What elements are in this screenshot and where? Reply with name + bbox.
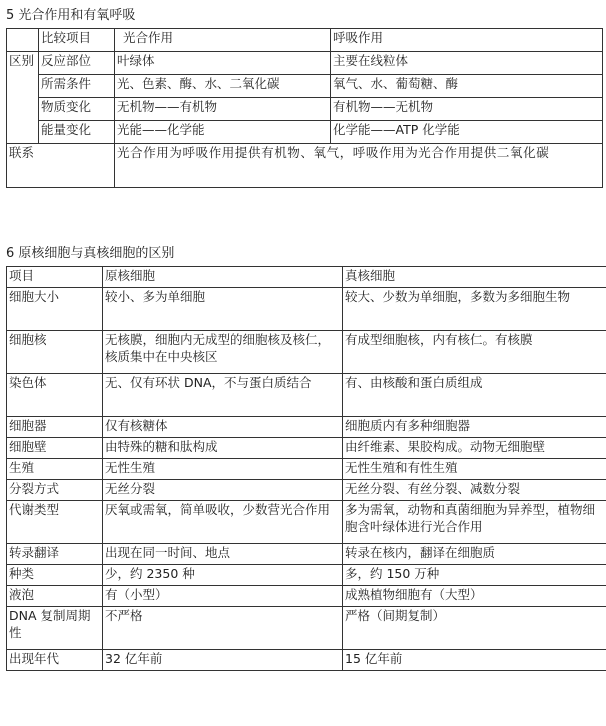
table-cell: 细胞大小 (7, 288, 103, 331)
table-header-cell: 呼吸作用 (331, 29, 603, 52)
table-cell: 较小、多为单细胞 (103, 288, 343, 331)
table-cell: 无性生殖和有性生殖 (343, 459, 606, 480)
table-cell: 无、仅有环状 DNA，不与蛋白质结合 (103, 374, 343, 417)
section-5-title: 5 光合作用和有氧呼吸 (6, 8, 136, 23)
table-cell: 联系 (7, 144, 115, 188)
table-row (7, 98, 603, 121)
table-row (7, 565, 606, 586)
table-cell: 光能——化学能 (115, 121, 331, 144)
table-row (7, 144, 603, 188)
table-cell: 无性生殖 (103, 459, 343, 480)
table-header-cell: 比较项目 (39, 29, 115, 52)
table-cell: 代谢类型 (7, 501, 103, 544)
group-label-cell: 区别 (7, 52, 39, 144)
table-row (7, 544, 606, 565)
table-row (7, 331, 606, 374)
table-cell: 多为需氧，动物和真菌细胞为异养型，植物细胞含叶绿体进行光合作用 (343, 501, 606, 544)
table-cell: 仅有核糖体 (103, 417, 343, 438)
table-cell: 无丝分裂、有丝分裂、减数分裂 (343, 480, 606, 501)
table-row (7, 459, 606, 480)
table-row (7, 75, 603, 98)
table-cell: 生殖 (7, 459, 103, 480)
table-row (7, 607, 606, 650)
table-cell: 有（小型） (103, 586, 343, 607)
table-cell: 光、色素、酶、水、二氧化碳 (115, 75, 331, 98)
section-6-title: 6 原核细胞与真核细胞的区别 (6, 246, 175, 261)
table-cell: 所需条件 (39, 75, 115, 98)
table-cell: 出现在同一时间、地点 (103, 544, 343, 565)
table-cell: 32 亿年前 (103, 650, 343, 671)
table-cell: 出现年代 (7, 650, 103, 671)
table-cell: 少，约 2350 种 (103, 565, 343, 586)
table-header-row (7, 267, 606, 288)
table-cell: 分裂方式 (7, 480, 103, 501)
table-header-cell: 原核细胞 (103, 267, 343, 288)
table-header-row (7, 29, 603, 52)
table-row (7, 650, 606, 671)
table-cell: 反应部位 (39, 52, 115, 75)
table-row (7, 288, 606, 331)
cell-comparison-table (6, 266, 606, 671)
table-cell: 无丝分裂 (103, 480, 343, 501)
table-cell: 液泡 (7, 586, 103, 607)
table-cell: 严格（间期复制） (343, 607, 606, 650)
table-cell: 有、由核酸和蛋白质组成 (343, 374, 606, 417)
table-row (7, 501, 606, 544)
table-cell: 无核膜，细胞内无成型的细胞核及核仁，核质集中在中央核区 (103, 331, 343, 374)
table-cell: 细胞核 (7, 331, 103, 374)
table-header-cell: 真核细胞 (343, 267, 606, 288)
table-cell: 由特殊的糖和肽构成 (103, 438, 343, 459)
table-cell: 化学能——ATP 化学能 (331, 121, 603, 144)
table-row (7, 586, 606, 607)
photosynthesis-respiration-table (6, 28, 603, 188)
table-row (7, 480, 606, 501)
table-cell: 能量变化 (39, 121, 115, 144)
table-cell: 细胞器 (7, 417, 103, 438)
table-cell: 较大、少数为单细胞，多数为多细胞生物 (343, 288, 606, 331)
table-cell: 成熟植物细胞有（大型） (343, 586, 606, 607)
table-cell: 有成型细胞核，内有核仁。有核膜 (343, 331, 606, 374)
table-cell: 转录翻译 (7, 544, 103, 565)
table-header-cell: 光合作用 (115, 29, 331, 52)
table-row (7, 374, 606, 417)
table-cell: 叶绿体 (115, 52, 331, 75)
table-header-cell: 项目 (7, 267, 103, 288)
table-cell: 转录在核内，翻译在细胞质 (343, 544, 606, 565)
table-row (7, 417, 606, 438)
table-cell: 氧气、水、葡萄糖、酶 (331, 75, 603, 98)
table-row (7, 52, 603, 75)
table-cell: 15 亿年前 (343, 650, 606, 671)
table-cell: 主要在线粒体 (331, 52, 603, 75)
table-row (7, 121, 603, 144)
table-cell: 多，约 150 万种 (343, 565, 606, 586)
table-cell: 无机物——有机物 (115, 98, 331, 121)
table-cell: 染色体 (7, 374, 103, 417)
table-cell: 有机物——无机物 (331, 98, 603, 121)
table-cell: 种类 (7, 565, 103, 586)
table-cell: 不严格 (103, 607, 343, 650)
table-cell: 厌氧或需氧，简单吸收，少数营光合作用 (103, 501, 343, 544)
table-cell: 由纤维素、果胶构成。动物无细胞壁 (343, 438, 606, 459)
table-cell: 细胞质内有多种细胞器 (343, 417, 606, 438)
table-cell (7, 29, 39, 52)
table-row (7, 438, 606, 459)
table-cell: 细胞壁 (7, 438, 103, 459)
table-cell: 光合作用为呼吸作用提供有机物、氧气，呼吸作用为光合作用提供二氧化碳 (115, 144, 603, 188)
table-cell: DNA 复制周期性 (7, 607, 103, 650)
table-cell: 物质变化 (39, 98, 115, 121)
